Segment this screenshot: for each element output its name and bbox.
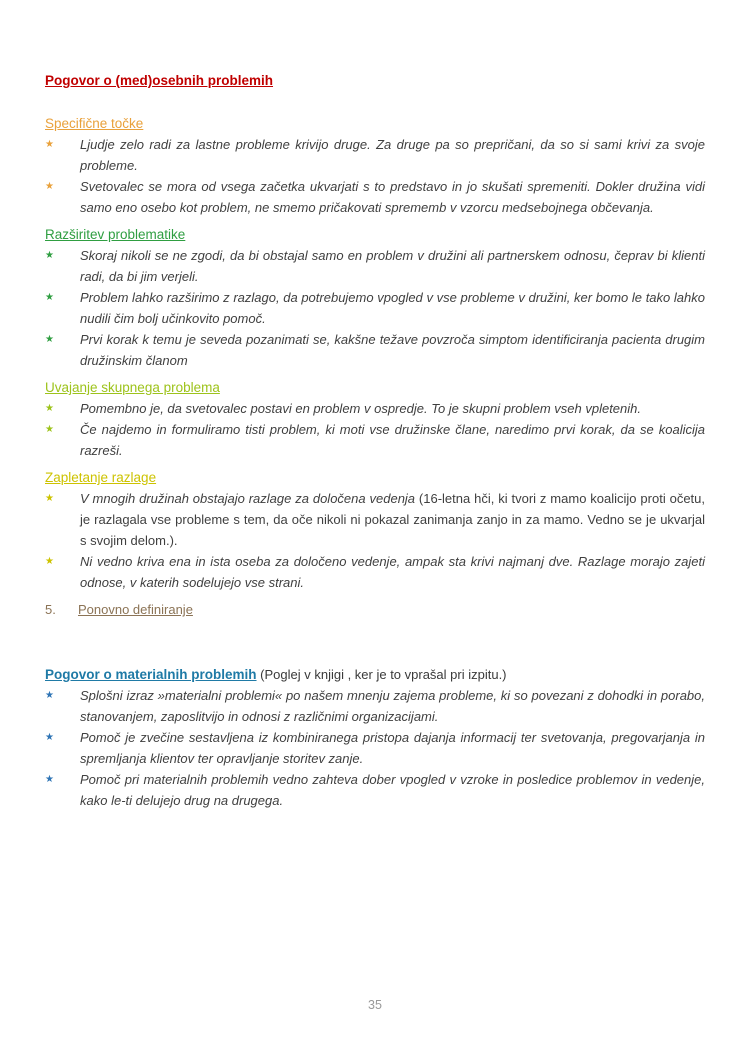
bullet-text: Prvi korak k temu je seveda pozanimati se, kakšne težave povzroča simptom identificiranja pacienta drugim družinskim članom bbox=[80, 332, 705, 368]
star-bullet-icon: ★ bbox=[45, 690, 54, 701]
main-title: Pogovor o (med)osebnih problemih bbox=[45, 73, 274, 88]
page-number: 35 bbox=[368, 998, 382, 1012]
bullet-text: Svetovalec se mora od vsega začetka ukvarjati s to predstavo in jo skušati spremeniti. Dokler družina vidi samo eno osebo kot problem, ne smemo pričakovati sprememb v vzorcu medsebojnega občevanja. bbox=[80, 179, 705, 215]
star-bullet-icon: ★ bbox=[45, 334, 54, 345]
numbered-heading bbox=[45, 599, 705, 620]
bullet-text: Splošni izraz »materialni problemi« po našem mnenju zajema probleme, ki so povezani z dohodki in porabo, stanovanjem, zaposlitvijo in odnosi z različnimi organizacijami. bbox=[80, 688, 705, 724]
bullet-item bbox=[45, 419, 705, 461]
section-specificne-tocke bbox=[45, 113, 705, 218]
material-title: Pogovor o materialnih problemih bbox=[45, 667, 257, 682]
material-heading-line bbox=[45, 664, 705, 685]
star-bullet-icon: ★ bbox=[45, 403, 54, 414]
numbered-heading-label: Ponovno definiranje bbox=[78, 602, 193, 617]
bullet-text: Pomembno je, da svetovalec postavi en problem v ospredje. To je skupni problem vseh vpletenih. bbox=[80, 401, 641, 416]
bullet-item bbox=[45, 329, 705, 371]
section-zapletanje-razlage bbox=[45, 467, 705, 593]
star-bullet-icon: ★ bbox=[45, 139, 54, 150]
star-bullet-icon: ★ bbox=[45, 292, 54, 303]
document-content bbox=[45, 70, 705, 811]
section-razsiritev-problematike bbox=[45, 224, 705, 371]
star-bullet-icon: ★ bbox=[45, 556, 54, 567]
bullet-item bbox=[45, 245, 705, 287]
star-bullet-icon: ★ bbox=[45, 181, 54, 192]
bullet-item bbox=[45, 769, 705, 811]
bullet-item bbox=[45, 685, 705, 727]
bullet-item bbox=[45, 287, 705, 329]
star-bullet-icon: ★ bbox=[45, 774, 54, 785]
material-note: (Poglej v knjigi , ker je to vprašal pri izpitu.) bbox=[256, 667, 507, 682]
bullet-item bbox=[45, 176, 705, 218]
bullet-item bbox=[45, 727, 705, 769]
list-number: 5. bbox=[45, 602, 56, 617]
bullet-text: Problem lahko razširimo z razlago, da potrebujemo vpogled v vse probleme v družini, ker bomo le tako lahko nudili čim bolj učinkovito pomoč. bbox=[80, 290, 705, 326]
section-heading: Razširitev problematike bbox=[45, 227, 186, 242]
bullet-text: Skoraj nikoli se ne zgodi, da bi obstajal samo en problem v družini ali partnerskem odnosu, čeprav bi klienti radi, da bi jim verjeli. bbox=[80, 248, 705, 284]
bullet-item bbox=[45, 134, 705, 176]
star-bullet-icon: ★ bbox=[45, 493, 54, 504]
star-bullet-icon: ★ bbox=[45, 250, 54, 261]
section-pogovor-o-materialnih-problemih bbox=[45, 664, 705, 811]
section-heading: Zapletanje razlage bbox=[45, 470, 157, 485]
bullet-item bbox=[45, 488, 705, 551]
section-uvajanje-skupnega-problema bbox=[45, 377, 705, 461]
section-heading: Specifične točke bbox=[45, 116, 144, 131]
bullet-text: Pomoč je zvečine sestavljena iz kombiniranega pristopa dajanja informacij ter svetovanja, pregovarjanja in spremljanja klientov ter opravljanje storitev zanje. bbox=[80, 730, 705, 766]
section-heading: Uvajanje skupnega problema bbox=[45, 380, 220, 395]
bullet-item bbox=[45, 398, 705, 419]
star-bullet-icon: ★ bbox=[45, 424, 54, 435]
bullet-text: Ni vedno kriva ena in ista oseba za določeno vedenje, ampak sta krivi najmanj dve. Razlage morajo zajeti odnose, v katerih sodelujejo vse strani. bbox=[80, 554, 705, 590]
bullet-text: Ljudje zelo radi za lastne probleme krivijo druge. Za druge pa so prepričani, da so si sami krivi za svoje probleme. bbox=[80, 137, 705, 173]
bullet-item bbox=[45, 551, 705, 593]
bullet-text: Pomoč pri materialnih problemih vedno zahteva dober vpogled v vzroke in posledice problemov in vedenje, kako le-ti delujejo drug na drugega. bbox=[80, 772, 705, 808]
star-bullet-icon: ★ bbox=[45, 732, 54, 743]
bullet-text: V mnogih družinah obstajajo razlage za določena vedenja (16-letna hči, ki tvori z mamo koalicijo proti očetu, je razlagala vse probleme s tem, da oče nikoli ni pokazal zanimanja zanjo in za mamo. Vedno se je ukvarjal s svojim delom.). bbox=[80, 491, 705, 548]
bullet-text: Če najdemo in formuliramo tisti problem, ki moti vse družinske člane, naredimo prvi korak, da se koalicija razreši. bbox=[80, 422, 705, 458]
